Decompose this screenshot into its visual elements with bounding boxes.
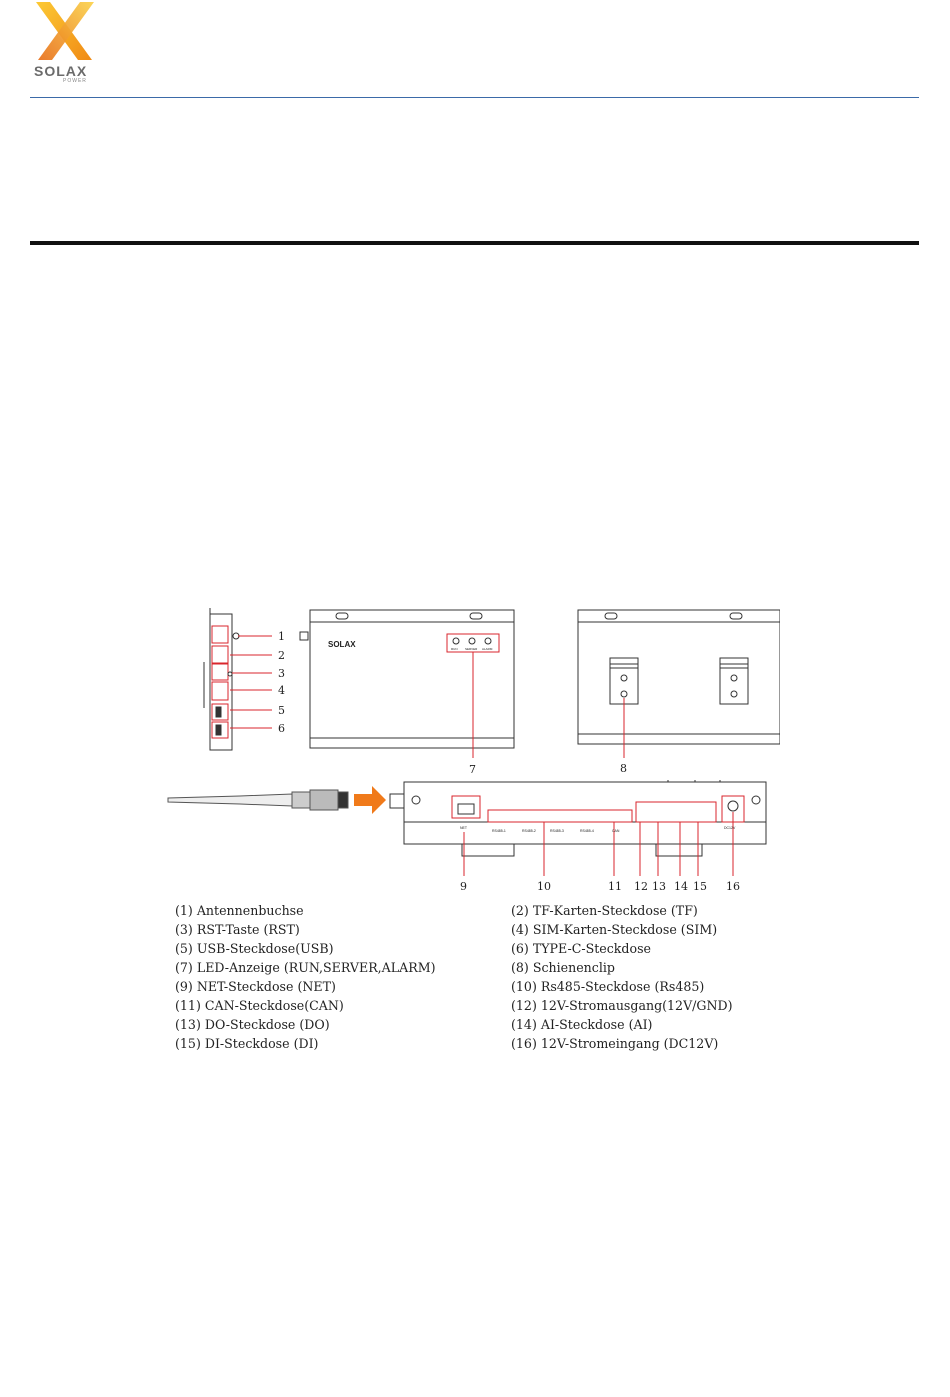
callout-12: 12 [634,880,648,893]
legend-item: (11) CAN-Steckdose(CAN) [175,998,344,1013]
legend-item: (12) 12V-Stromausgang(12V/GND) [511,998,733,1013]
can-port-label: CAN [612,829,620,833]
rs485-1-label: RS485-1 [492,829,506,833]
dc12v-label: DC12V [724,826,736,830]
callout-3: 3 [278,667,285,680]
rs485-4-label: RS485-4 [580,829,594,833]
legend-item: (4) SIM-Karten-Steckdose (SIM) [511,922,718,937]
callout-5: 5 [278,704,285,717]
header-divider [30,97,919,98]
device-diagram [160,600,780,900]
x-mark-icon [30,0,100,64]
led-server-label: SERVER [465,647,478,651]
legend-item: (14) AI-Steckdose (AI) [511,1017,653,1032]
callout-14: 14 [674,880,688,893]
logo-wordmark: SOLAX [34,63,88,79]
legend-item: (16) 12V-Stromeingang (DC12V) [511,1036,719,1051]
logo-subtitle: POWER [63,78,87,84]
front-view [300,610,514,758]
callout-13: 13 [652,880,666,893]
legend-item: (2) TF-Karten-Steckdose (TF) [511,903,698,918]
rs485-2-label: RS485-2 [522,829,536,833]
back-view [578,610,780,758]
legend-item: (8) Schienenclip [511,960,615,975]
legend-item: (9) NET-Steckdose (NET) [175,979,336,994]
antenna-illustration [168,790,348,810]
legend-item: (3) RST-Taste (RST) [175,922,300,937]
section-divider [30,241,919,245]
legend-item: (7) LED-Anzeige (RUN,SERVER,ALARM) [175,960,436,975]
callout-7: 7 [469,763,476,776]
callout-11: 11 [608,880,622,893]
led-run-label: RUN [451,647,458,651]
front-brand-label: SOLAX [328,640,356,649]
callout-16: 16 [726,880,740,893]
legend-item: (10) Rs485-Steckdose (Rs485) [511,979,705,994]
legend-item: (1) Antennenbuchse [175,903,304,918]
legend-item: (15) DI-Steckdose (DI) [175,1036,319,1051]
callout-10: 10 [537,880,551,893]
callout-2: 2 [278,649,285,662]
net-port-label: NET [460,826,467,830]
legend-item: (13) DO-Steckdose (DO) [175,1017,330,1032]
connector-view [390,780,766,876]
led-alarm-label: ALARM [482,647,493,651]
callout-4: 4 [278,684,285,697]
callout-6: 6 [278,722,285,735]
callout-8: 8 [620,762,627,775]
callout-1: 1 [278,630,285,643]
legend-item: (5) USB-Steckdose(USB) [175,941,334,956]
callout-9: 9 [460,880,467,893]
side-view [204,608,272,750]
legend-item: (6) TYPE-C-Steckdose [511,941,651,956]
rs485-3-label: RS485-3 [550,829,564,833]
callout-15: 15 [693,880,707,893]
insert-arrow-icon [354,786,386,814]
